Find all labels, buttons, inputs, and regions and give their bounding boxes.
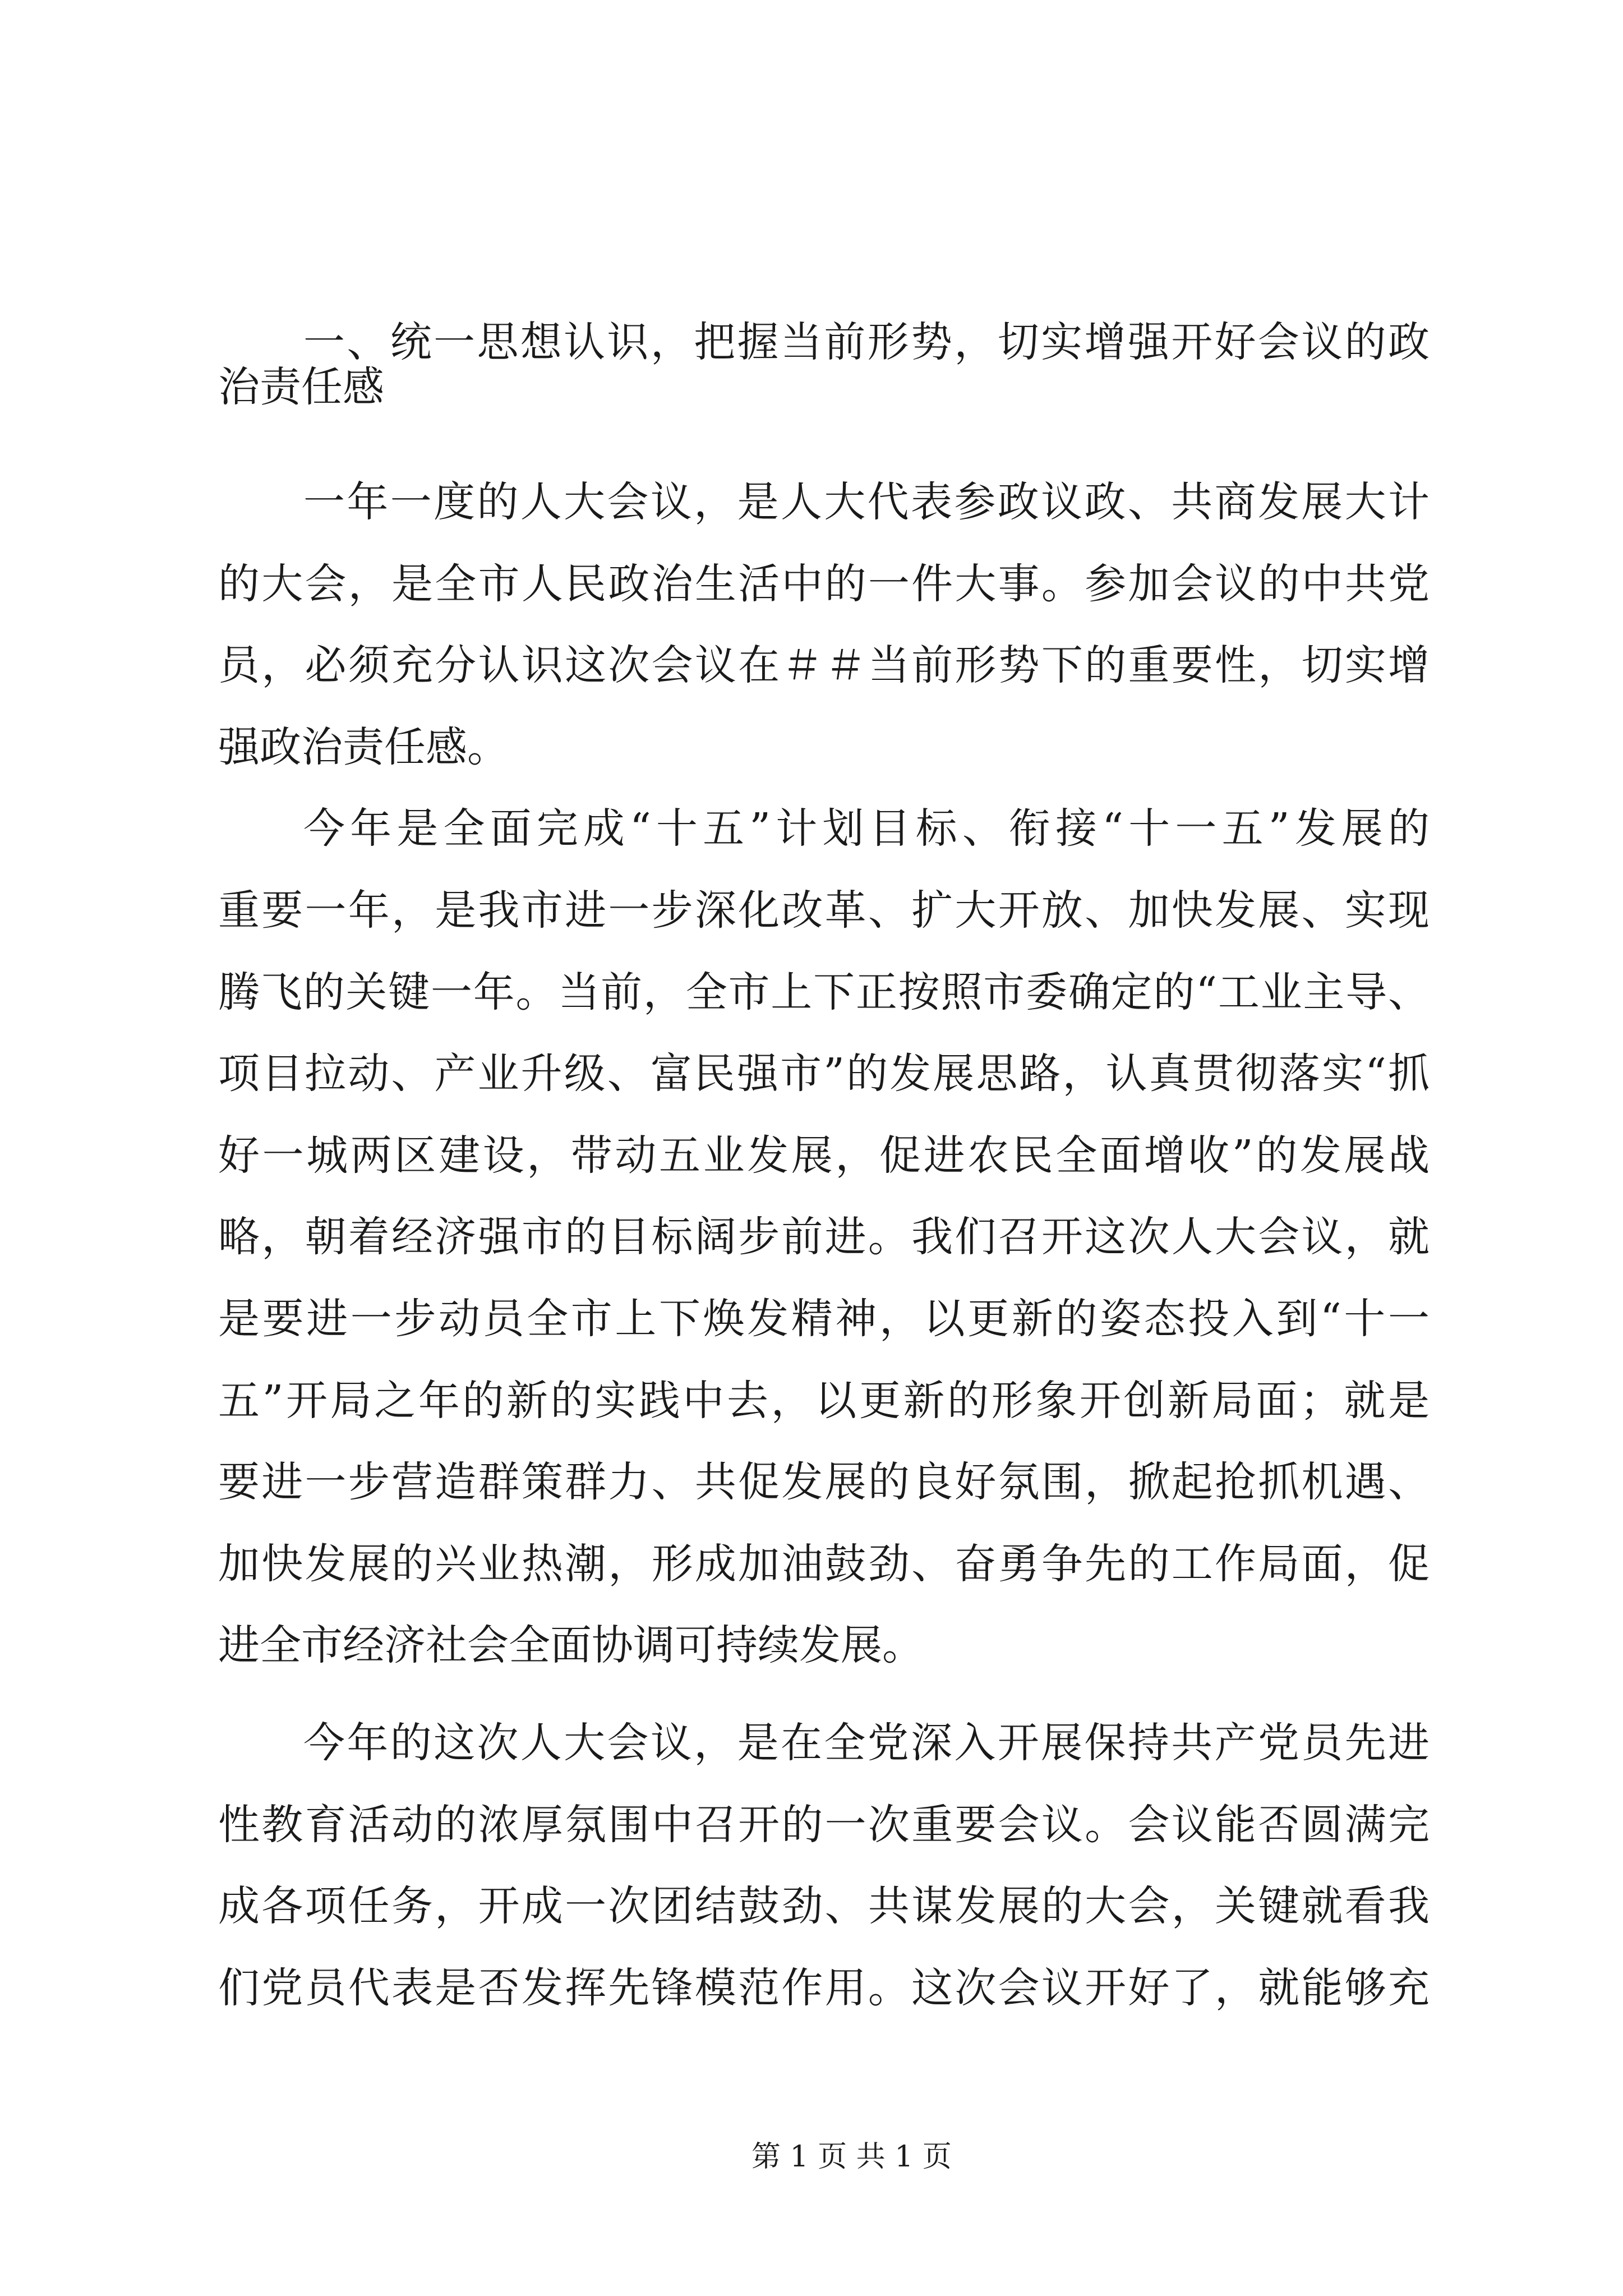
text-line: 好一城两区建设，带动五业发展，促进农民全面增收”的发展战: [218, 1131, 1430, 1180]
text-line: 加快发展的兴业热潮，形成加油鼓劲、奋勇争先的工作局面，促: [218, 1539, 1430, 1588]
text-line: 是要进一步动员全市上下焕发精神，以更新的姿态投入到“十一: [218, 1294, 1430, 1343]
text-line: 项目拉动、产业升级、富民强市”的发展思路，认真贯彻落实“抓: [218, 1050, 1430, 1098]
text-line: 腾飞的关键一年。当前，全市上下正按照市委确定的“工业主导、: [218, 968, 1430, 1016]
text-line: 员，必须充分认识这次会议在＃＃当前形势下的重要性，切实增: [218, 641, 1430, 690]
heading-line: 一、统一思想认识，把握当前形势，切实增强开好会议的政: [303, 318, 1430, 366]
text-line: 性教育活动的浓厚氛围中召开的一次重要会议。会议能否圆满完: [218, 1800, 1430, 1849]
paragraph-3: [218, 1703, 1430, 2029]
page-footer: 第 1 页 共 1 页: [751, 2140, 952, 2174]
text-line: 成各项任务，开成一次团结鼓劲、共谋发展的大会，关键就看我: [218, 1882, 1430, 1931]
text-line: 一年一度的人大会议，是人大代表参政议政、共商发展大计: [303, 478, 1430, 526]
text-line: 重要一年，是我市进一步深化改革、扩大开放、加快发展、实现: [218, 886, 1430, 935]
text-line: 的大会，是全市人民政治生活中的一件大事。参加会议的中共党: [218, 559, 1430, 608]
section-heading: [218, 320, 1430, 409]
paragraph-1: [218, 462, 1430, 788]
heading-line: 治责任感: [218, 363, 384, 411]
text-line: 五”开局之年的新的实践中去，以更新的形象开创新局面；就是: [218, 1376, 1430, 1425]
text-line: 今年的这次人大会议，是在全党深入开展保持共产党员先进: [303, 1718, 1430, 1767]
text-line: 要进一步营造群策群力、共促发展的良好氛围，掀起抢抓机遇、: [218, 1458, 1430, 1507]
paragraph-2: [218, 788, 1430, 1687]
text-line: 们党员代表是否发挥先锋模范作用。这次会议开好了，就能够充: [218, 1963, 1430, 2012]
text-line: 今年是全面完成“十五”计划目标、衔接“十一五”发展的: [303, 804, 1430, 853]
body-text: [218, 462, 1430, 2029]
text-line: 强政治责任感。: [218, 723, 509, 771]
text-line: 略，朝着经济强市的目标阔步前进。我们召开这次人大会议，就: [218, 1213, 1430, 1262]
text-line: 进全市经济社会全面协调可持续发展。: [218, 1621, 924, 1670]
